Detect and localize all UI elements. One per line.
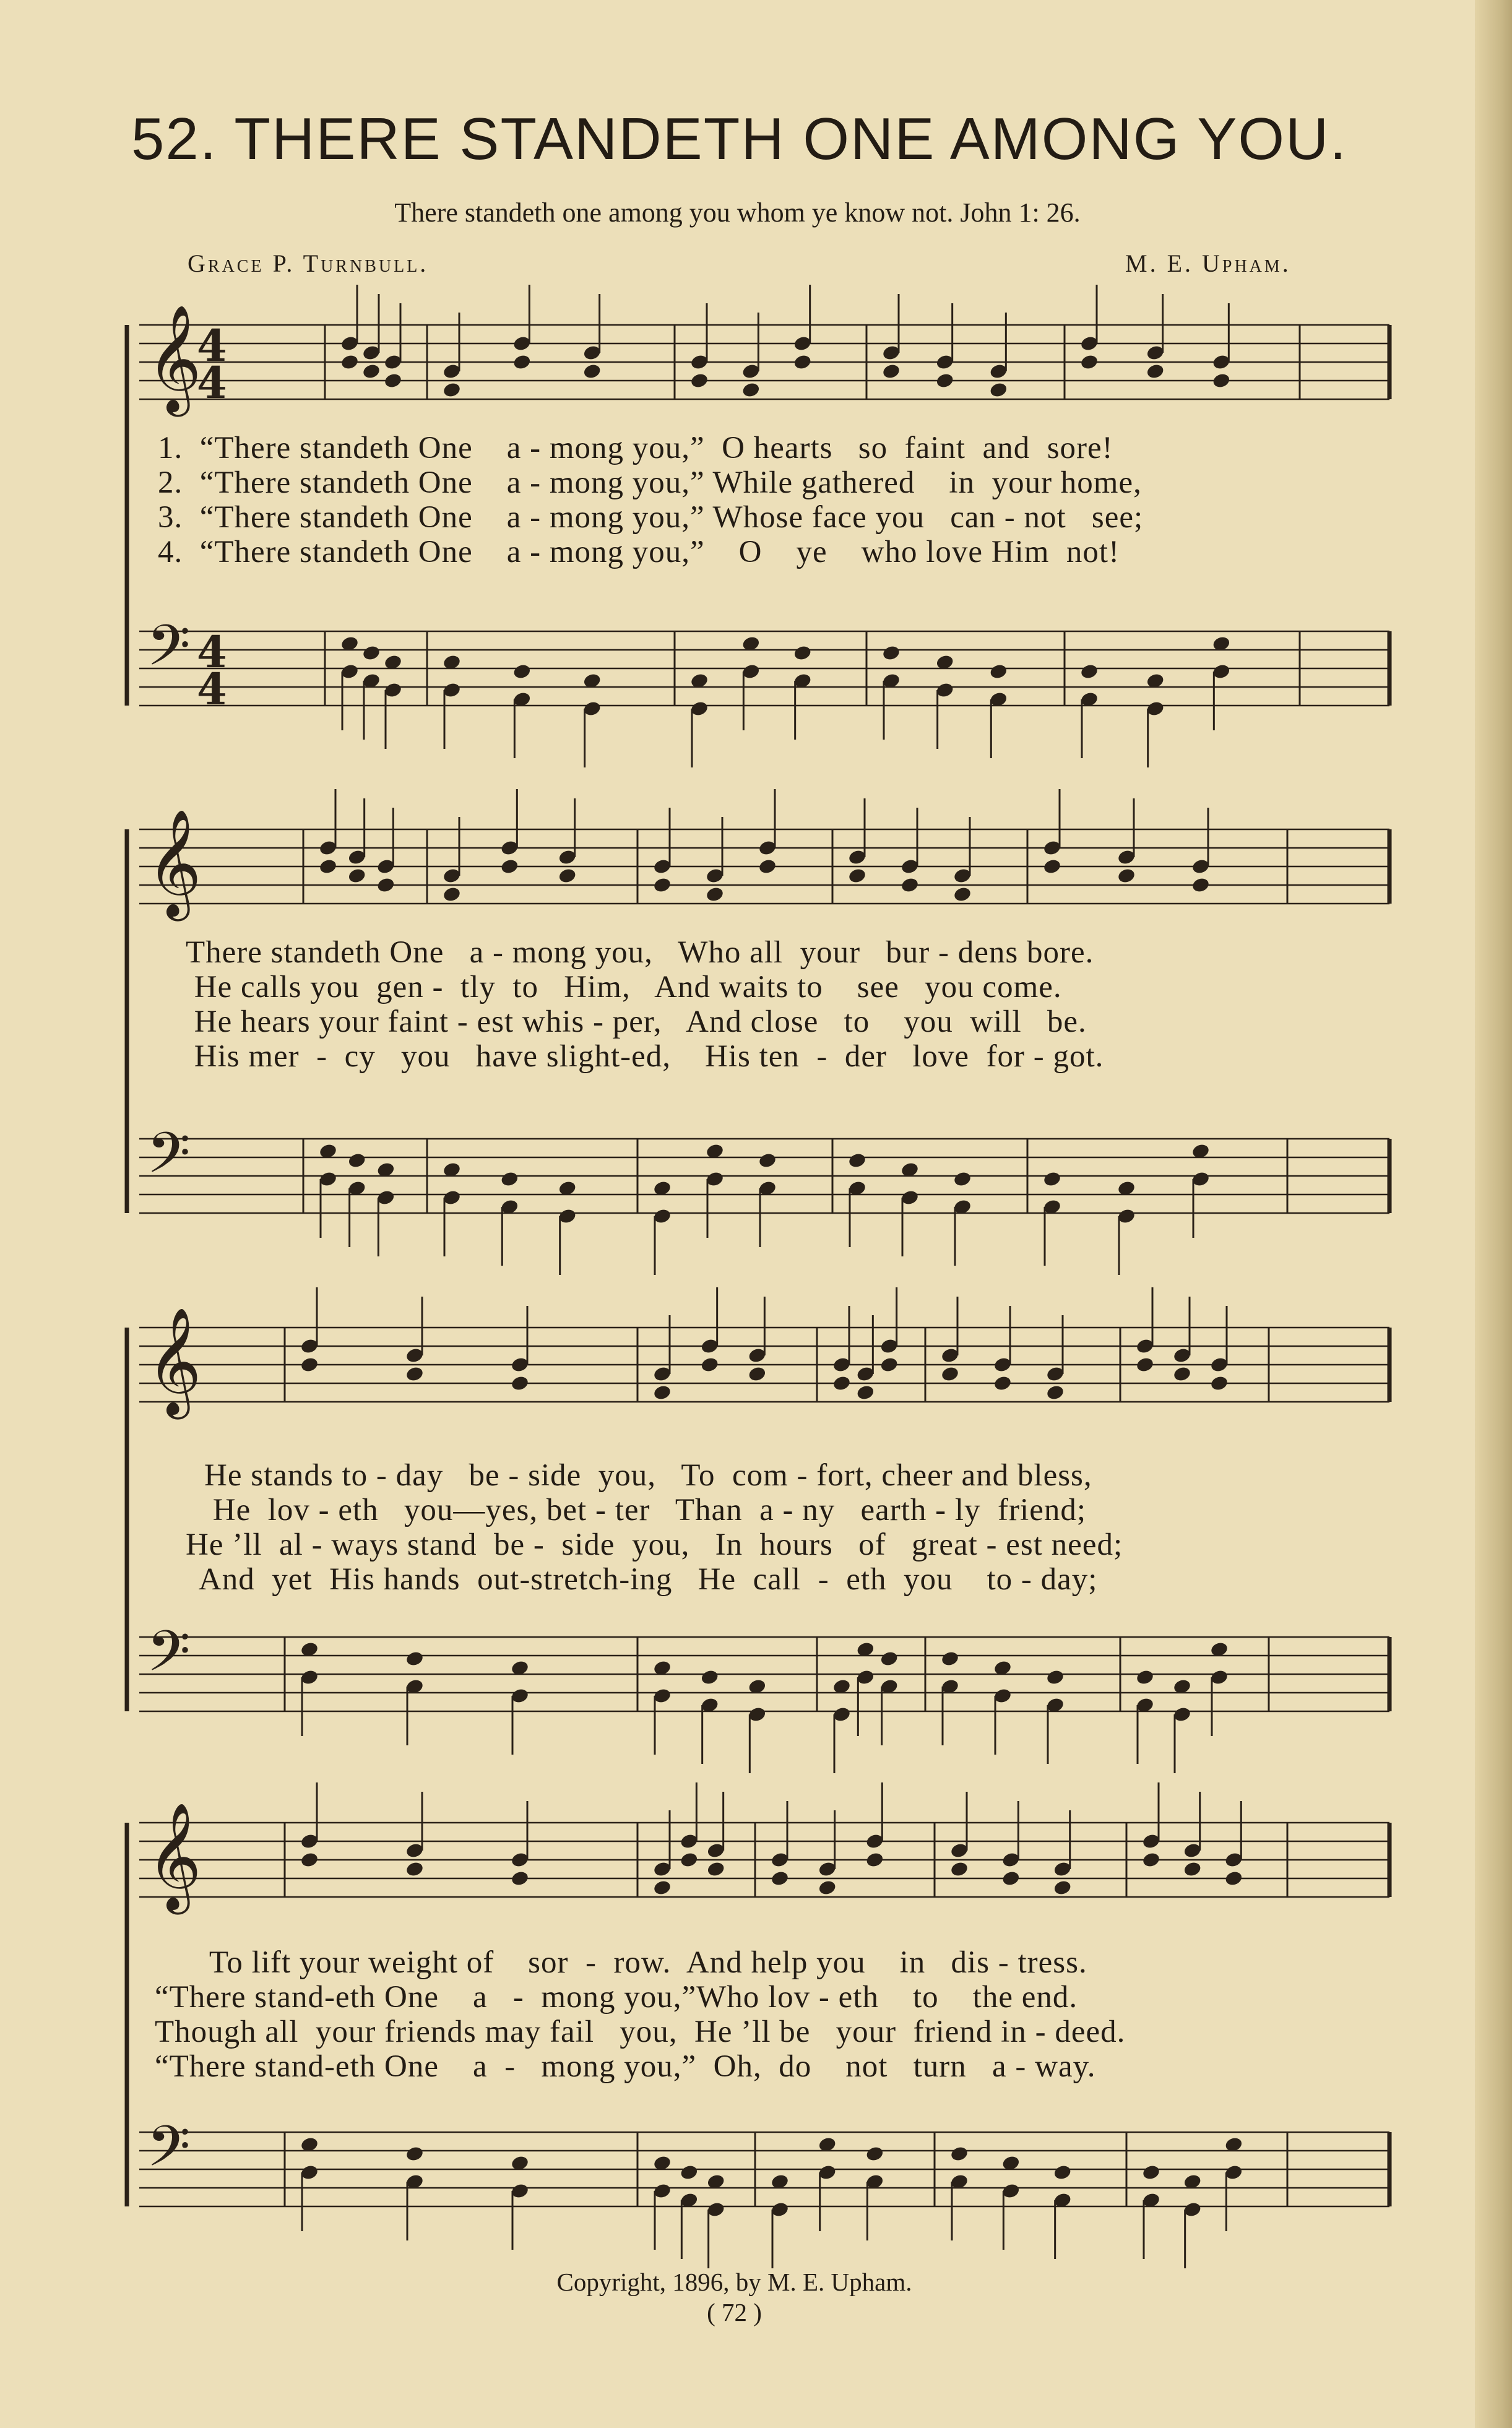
note-head [706,1860,725,1878]
note-head [318,858,337,875]
lyric-line-s3-v4: And yet His hands out-stretch-ing He call - eth you to - day; [192,1562,1098,1597]
note-head [949,2145,969,2162]
note-head [940,1365,959,1383]
note-head [376,876,395,894]
note-head [700,1669,719,1686]
note-head [758,858,777,875]
treble-clef-icon: 𝄞 [147,1802,202,1910]
note-head [793,353,812,371]
lyric-line-s3-v2: He lov - eth you—yes, bet - ter Than a - ny earth - ly friend; [204,1493,1086,1527]
note-head [510,1375,529,1392]
note-head [1172,1365,1191,1383]
note-head [347,1152,366,1169]
note-head [1141,2164,1160,2181]
note-head [935,372,954,389]
copyright-notice [0,2267,1512,2297]
note-head [989,663,1008,680]
bass-time-signature-bottom: 4 [197,663,227,715]
lyric-line-s2-v3: He hears your faint - est whis - per, And close to you will be. [186,1004,1087,1039]
hymn-number: 52. [131,106,218,172]
lyric-line-s2-v1: There standeth One a - mong you, Who all your bur - dens bore. [186,935,1094,970]
note-head [865,1851,884,1869]
lyric-line-s3-v3: He ’ll al - ways stand be - side you, In hours of great - est need; [186,1527,1123,1562]
page-number [0,2297,1512,2327]
note-head [1141,1851,1160,1869]
note-head [847,867,866,884]
note-head [770,1870,789,1887]
lyric-line-s4-v4: “There stand-eth One a - mong you,” Oh, do not turn a - way. [155,2049,1096,2084]
note-head [300,1356,319,1373]
note-head [1042,858,1061,875]
note-head [1042,1170,1061,1188]
note-head [652,1879,672,1896]
note-head [405,1365,424,1383]
note-head [442,886,461,903]
note-head [1053,2164,1072,2181]
note-head [680,2164,699,2181]
note-head [1079,353,1099,371]
treble-clef-icon: 𝄞 [147,305,202,412]
note-head [953,1170,972,1188]
note-head [1045,1384,1065,1401]
lyric-line-s3-v1: He stands to - day be - side you, To com - fort, cheer and bless, [204,1458,1092,1493]
note-head [361,644,381,662]
note-head [748,1365,767,1383]
note-head [1209,1375,1229,1392]
note-head [1053,1879,1072,1896]
note-head [500,858,519,875]
note-head [879,1650,899,1667]
lyric-line-s1-v2: 2. “There standeth One a - mong you,” While gathered in your home, [158,465,1142,500]
note-head [500,1170,519,1188]
note-head [700,1356,719,1373]
note-head [1183,1860,1202,1878]
note-head [300,1851,319,1869]
note-head [989,381,1008,399]
bass-clef-icon: 𝄢 [147,613,191,692]
treble-time-signature-top: 4 [197,320,227,371]
note-head [1135,1356,1154,1373]
lyric-line-s2-v2: He calls you gen - tly to Him, And waits to see you come. [186,970,1062,1004]
note-head [340,353,359,371]
note-head [361,363,381,380]
note-head [1212,372,1231,389]
treble-clef-icon: 𝄞 [147,809,202,917]
note-head [680,1851,699,1869]
note-head [900,876,919,894]
note-head [347,867,366,884]
note-head [1191,876,1210,894]
bass-clef-icon: 𝄢 [147,2114,191,2193]
note-head [1045,1669,1065,1686]
note-head [832,1375,851,1392]
note-head [652,1384,672,1401]
copyright-text: Copyright, 1896, by M. E. Upham. [556,2268,912,2296]
scripture-text: There standeth one among you whom ye know not. John 1: 26. [394,197,1081,228]
note-head [940,1650,959,1667]
note-head [1135,1669,1154,1686]
note-head [512,663,532,680]
note-head [1146,363,1165,380]
lyricist-credit: Grace P. Turnbull. [188,249,429,277]
note-head [510,1870,529,1887]
note-head [1224,1870,1243,1887]
note-head [383,372,402,389]
note-head [558,867,577,884]
lyric-line-s4-v2: “There stand-eth One a - mong you,”Who lov - eth to the end. [155,1980,1078,2015]
note-head [652,876,672,894]
lyric-line-s1-v1: 1. “There standeth One a - mong you,” O hearts so faint and sore! [158,431,1113,465]
note-head [741,381,761,399]
note-head [582,363,602,380]
composer-credit: M. E. Upham. [1125,249,1291,277]
note-head [881,363,901,380]
lyric-line-s4-v1: To lift your weight of sor - row. And help you in dis - tress. [201,1945,1087,1980]
note-head [512,353,532,371]
note-head [949,1860,969,1878]
bass-clef-icon: 𝄢 [147,1618,191,1698]
note-head [405,2145,424,2162]
note-head [405,1650,424,1667]
note-head [953,886,972,903]
note-head [879,1356,899,1373]
treble-time-signature-bottom: 4 [197,357,227,408]
note-head [405,1860,424,1878]
note-head [993,1375,1012,1392]
lyric-line-s1-v4: 4. “There standeth One a - mong you,” O ye who love Him not! [158,535,1120,569]
bass-clef-icon: 𝄢 [147,1120,191,1199]
note-head [1117,867,1136,884]
note-head [689,372,709,389]
treble-clef-icon: 𝄞 [147,1307,202,1415]
note-head [865,2145,884,2162]
note-head [847,1152,866,1169]
note-head [1001,1870,1021,1887]
note-head [881,644,901,662]
lyric-line-s4-v3: Though all your friends may fail you, He ’ll be your friend in - deed. [155,2015,1126,2049]
note-head [758,1152,777,1169]
lyric-line-s1-v3: 3. “There standeth One a - mong you,” Whose face you can - not see; [158,500,1144,535]
note-head [705,886,724,903]
hymn-title-text: THERE STANDETH ONE AMONG YOU. [234,106,1348,172]
note-head [442,381,461,399]
note-head [1079,663,1099,680]
lyric-line-s2-v4: His mer - cy you have slight-ed, His ten - der love for - got. [186,1039,1104,1074]
note-head [856,1384,875,1401]
bass-time-signature-top: 4 [197,626,227,678]
page-number-text: ( 72 ) [707,2298,762,2326]
note-head [793,644,812,662]
note-head [818,1879,837,1896]
